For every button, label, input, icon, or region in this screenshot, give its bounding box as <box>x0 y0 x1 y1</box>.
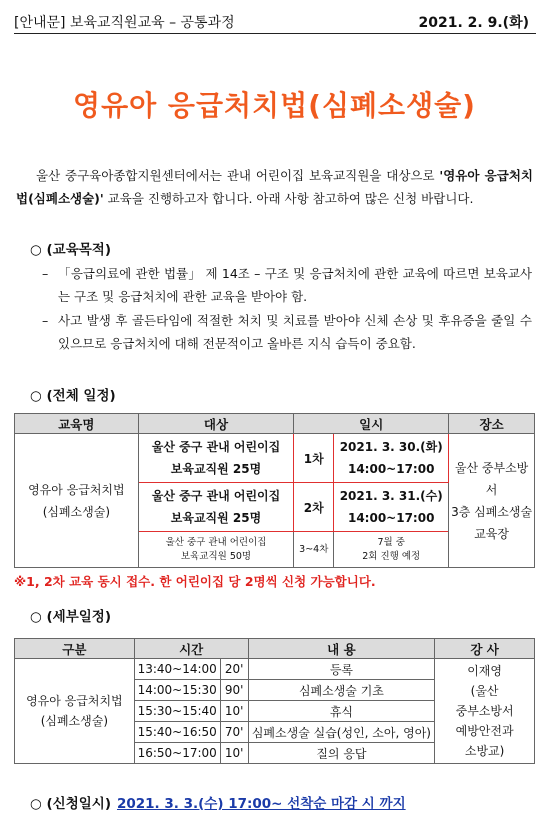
notice-text: ※1, 2차 교육 동시 접수. 한 어린이집 당 2명씩 신청 가능합니다. <box>14 574 376 589</box>
purpose-item-1 <box>42 262 532 308</box>
schedule-header-row <box>15 414 535 434</box>
content-cell: 심폐소생술 기초 <box>248 680 435 701</box>
datetime-cell: 2021. 3. 31.(수) 14:00~17:00 <box>334 483 449 532</box>
col-header-category: 구분 <box>15 639 135 659</box>
purpose-heading: ○ (교육목적) <box>30 242 111 258</box>
notice-date: 2021. 2. 9.(화) <box>418 15 529 31</box>
round-cell: 2차 <box>294 483 334 532</box>
target-cell: 울산 중구 관내 어린이집 보육교직원 25명 <box>138 434 294 483</box>
apply-label: ○ (신청일시) <box>30 796 111 812</box>
duration-cell: 70' <box>220 722 248 743</box>
col-header-content: 내 용 <box>248 639 435 659</box>
notice-category: [안내문] 보육교직원교육 – 공통과정 <box>14 15 235 31</box>
page-title: 영유아 응급처치법(심폐소생술) <box>73 89 476 122</box>
col-header-course: 교육명 <box>15 414 139 434</box>
apply-deadline: 2021. 3. 3.(수) 17:00~ 선착순 마감 시 까지 <box>116 796 406 812</box>
schedule-table <box>14 413 535 568</box>
time-cell: 15:40~16:50 <box>134 722 220 743</box>
col-header-instructor: 강 사 <box>435 639 535 659</box>
instructor-cell: 이재영 (울산 중부소방서 예방안전과 소방교) <box>435 659 535 764</box>
header-divider <box>14 33 536 34</box>
content-cell: 등록 <box>248 659 435 680</box>
dash-bullet: – <box>42 313 49 328</box>
time-cell: 15:30~15:40 <box>134 701 220 722</box>
target-cell: 울산 중구 관내 어린이집 보육교직원 50명 <box>138 532 294 568</box>
purpose-item-text: 「응급의료에 관한 법률」 제 14조 – 구조 및 응급처치에 관한 교육에 따르면 보육교사는 구조 및 응급처치에 관한 교육을 받아야 함. <box>58 266 532 304</box>
schedule-heading: ○ (전체 일정) <box>30 388 116 404</box>
time-cell: 16:50~17:00 <box>134 743 220 764</box>
detail-header-row <box>15 639 535 659</box>
purpose-item-text: 사고 발생 후 골든타임에 적절한 처치 및 치료를 받아야 신체 손상 및 후유증을 줄일 수 있으므로 응급처치에 대해 전문적이고 올바른 지식 습득이 중요함. <box>58 313 532 351</box>
datetime-cell: 2021. 3. 30.(화) 14:00~17:00 <box>334 434 449 483</box>
duration-cell: 10' <box>220 701 248 722</box>
table-row <box>15 659 535 680</box>
intro-paragraph <box>16 164 533 210</box>
round-cell: 3~4차 <box>294 532 334 568</box>
content-cell: 휴식 <box>248 701 435 722</box>
duration-cell: 20' <box>220 659 248 680</box>
intro-text-1: 울산 중구육아종합지원센터에서는 관내 어린이집 보육교직원을 대상으로 <box>36 168 440 183</box>
col-header-time: 시간 <box>134 639 248 659</box>
round-cell: 1차 <box>294 434 334 483</box>
duration-cell: 10' <box>220 743 248 764</box>
dash-bullet: – <box>42 266 49 281</box>
table-row <box>15 434 535 483</box>
detail-heading: ○ (세부일정) <box>30 609 111 625</box>
apply-line <box>30 792 406 812</box>
purpose-item-2 <box>42 309 532 355</box>
col-header-target: 대상 <box>138 414 294 434</box>
content-cell: 심폐소생술 실습(성인, 소아, 영아) <box>248 722 435 743</box>
datetime-cell: 7월 중 2회 진행 예정 <box>334 532 449 568</box>
location-cell: 울산 중부소방서 3층 심폐소생술 교육장 <box>449 434 535 568</box>
target-cell: 울산 중구 관내 어린이집 보육교직원 25명 <box>138 483 294 532</box>
detail-schedule-table <box>14 638 535 764</box>
category-cell: 영유아 응급처치법 (심폐소생술) <box>15 659 135 764</box>
time-cell: 13:40~14:00 <box>134 659 220 680</box>
col-header-datetime: 일시 <box>294 414 449 434</box>
col-header-location: 장소 <box>449 414 535 434</box>
duration-cell: 90' <box>220 680 248 701</box>
intro-highlight: '영유아 응급처치법(심폐소생술)' <box>16 168 533 206</box>
course-name: 영유아 응급처치법 (심폐소생술) <box>15 434 139 568</box>
time-cell: 14:00~15:30 <box>134 680 220 701</box>
content-cell: 질의 응답 <box>248 743 435 764</box>
intro-text-2: 교육을 진행하고자 합니다. 아래 사항 참고하여 많은 신청 바랍니다. <box>103 191 474 206</box>
